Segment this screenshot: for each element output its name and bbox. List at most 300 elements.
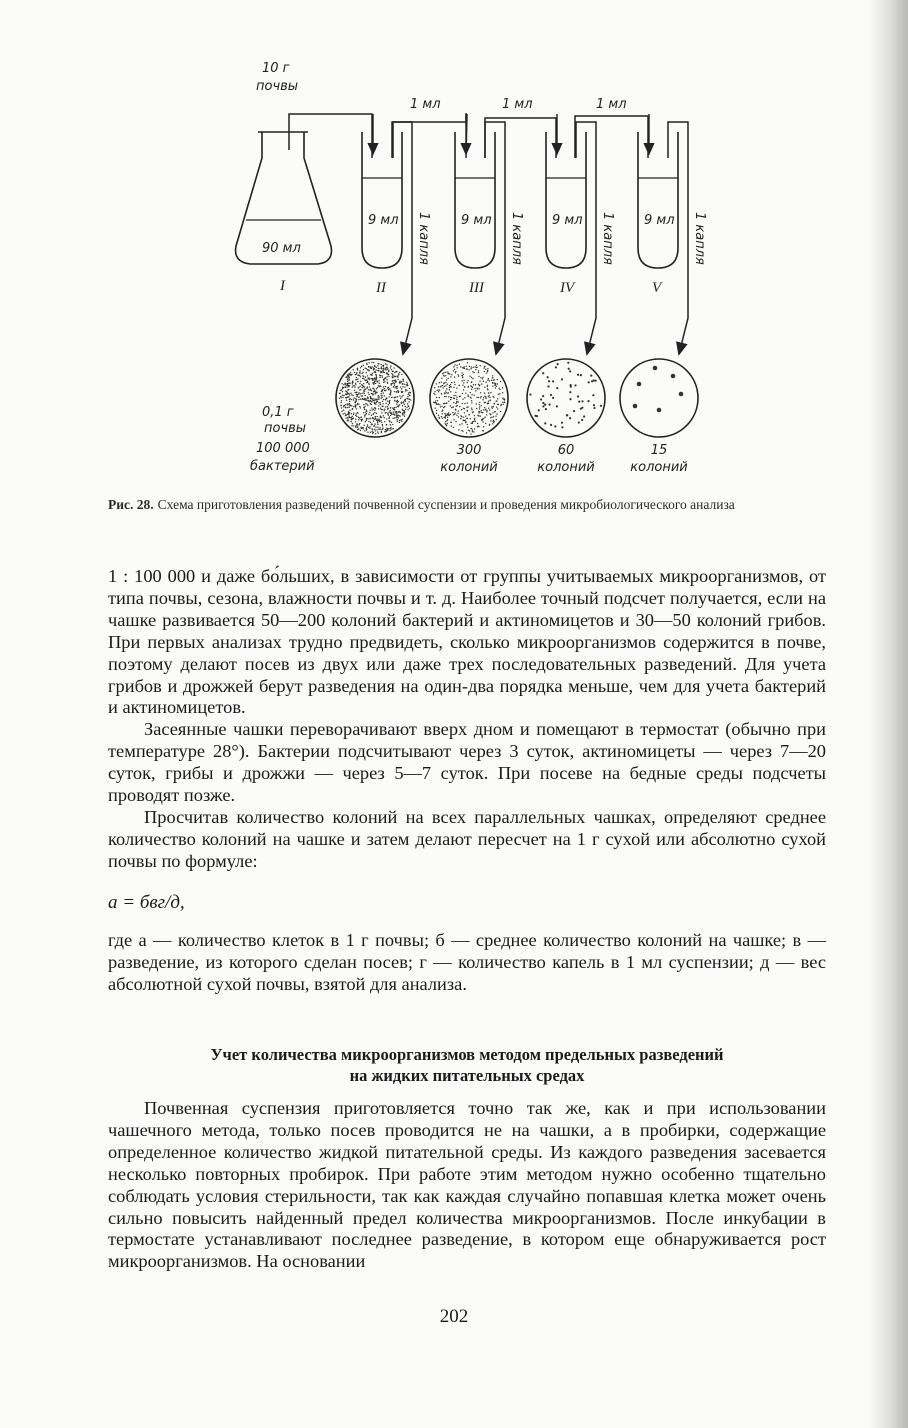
colony-dot bbox=[500, 411, 501, 412]
colony-dot bbox=[369, 389, 370, 390]
colony-dot bbox=[384, 388, 385, 389]
colony-dot bbox=[375, 392, 376, 393]
colony-dot bbox=[360, 419, 361, 420]
colony-dot bbox=[447, 423, 448, 424]
colony-dot bbox=[340, 396, 341, 397]
colony-dot bbox=[450, 414, 451, 415]
colony-dot bbox=[366, 363, 367, 364]
flask-label-top-2: почвы bbox=[256, 79, 299, 94]
colony-dot bbox=[378, 433, 379, 434]
colony-dot bbox=[492, 423, 493, 424]
colony-dot bbox=[381, 432, 382, 433]
colony-dot bbox=[472, 431, 473, 432]
colony-dot bbox=[492, 412, 493, 413]
colony-dot bbox=[343, 395, 344, 396]
colony-dot bbox=[461, 380, 462, 381]
colony-dot bbox=[372, 379, 373, 380]
colony-dot bbox=[388, 389, 389, 390]
colony-dot bbox=[371, 390, 372, 391]
colony-dot bbox=[361, 393, 362, 394]
colony-dot bbox=[396, 371, 397, 372]
colony-dot bbox=[450, 386, 451, 387]
colony-dot bbox=[476, 408, 477, 409]
colony-dot bbox=[395, 386, 396, 387]
colony-dot bbox=[364, 425, 365, 426]
colony-dot bbox=[344, 413, 345, 414]
colony-dot bbox=[468, 386, 469, 387]
colony-dot bbox=[499, 389, 500, 390]
colony-dot bbox=[374, 423, 375, 424]
colony-dot bbox=[373, 413, 374, 414]
tube-5 bbox=[638, 114, 707, 350]
left-note-4: бактерий bbox=[250, 459, 315, 474]
colony-dot bbox=[484, 407, 485, 408]
colony-dot bbox=[367, 426, 368, 427]
colony-dot bbox=[466, 432, 467, 433]
colony-dot bbox=[381, 366, 382, 367]
colony-dot bbox=[384, 395, 385, 396]
colony-dot bbox=[462, 377, 463, 378]
colony-dot bbox=[445, 403, 446, 404]
colony-dot bbox=[450, 399, 451, 400]
colony-dot bbox=[398, 406, 399, 407]
tube-roman: III bbox=[469, 280, 484, 296]
colony-dot bbox=[376, 367, 377, 368]
colony-dot bbox=[474, 367, 475, 368]
colony-dot bbox=[486, 414, 487, 415]
colony-dot bbox=[494, 421, 495, 422]
colony-dot bbox=[461, 372, 462, 373]
colony-dot bbox=[340, 390, 341, 391]
colony-dot bbox=[450, 384, 451, 385]
colony-dot bbox=[463, 408, 464, 409]
colony-dot bbox=[396, 415, 397, 416]
colony-dot bbox=[345, 415, 346, 416]
colony-dot bbox=[495, 387, 496, 388]
colony-dot bbox=[393, 413, 394, 414]
colony-dot bbox=[504, 399, 505, 400]
colony-dot bbox=[348, 389, 349, 390]
colony-dot bbox=[483, 418, 484, 419]
colony-dot bbox=[407, 396, 408, 397]
colony-dot bbox=[396, 376, 397, 377]
colony-dot bbox=[368, 427, 369, 428]
colony-dot bbox=[554, 425, 556, 427]
colony-dot bbox=[542, 402, 544, 404]
colony-dot bbox=[345, 390, 346, 391]
colony-dot bbox=[368, 378, 369, 379]
colony-dot bbox=[359, 423, 360, 424]
colony-dot bbox=[404, 384, 405, 385]
colony-dot bbox=[386, 418, 387, 419]
colony-dot bbox=[356, 392, 357, 393]
colony-dot bbox=[371, 362, 372, 363]
colony-dot bbox=[342, 395, 343, 396]
colony-dot bbox=[455, 409, 456, 410]
colony-dot bbox=[458, 429, 459, 430]
colony-dot bbox=[387, 409, 388, 410]
colony-dot bbox=[394, 391, 395, 392]
colony-dot bbox=[374, 410, 375, 411]
colony-dot bbox=[394, 376, 395, 377]
colony-dot bbox=[492, 408, 493, 409]
colony-dot bbox=[407, 409, 408, 410]
colony-dot bbox=[359, 424, 360, 425]
colony-dot bbox=[410, 399, 411, 400]
colony-dot bbox=[454, 413, 455, 414]
colony-dot bbox=[369, 412, 370, 413]
colony-dot bbox=[366, 420, 367, 421]
colony-dot bbox=[390, 427, 391, 428]
colony-dot bbox=[455, 372, 456, 373]
tube-volume: 9 мл bbox=[368, 213, 399, 228]
flask-roman: I bbox=[280, 278, 285, 294]
colony-dot bbox=[489, 409, 490, 410]
colony-dot bbox=[451, 407, 452, 408]
colony-dot bbox=[358, 396, 359, 397]
colony-dot bbox=[381, 395, 382, 396]
colony-dot bbox=[371, 393, 372, 394]
colony-dot bbox=[438, 404, 439, 405]
colony-dot bbox=[492, 385, 493, 386]
colony-dot bbox=[503, 404, 504, 405]
transfer-label-1: 1 мл bbox=[410, 97, 441, 112]
colony-dot bbox=[364, 393, 365, 394]
colony-dot bbox=[484, 409, 485, 410]
colony-dot bbox=[363, 365, 364, 366]
colony-dot bbox=[463, 374, 464, 375]
colony-dot bbox=[363, 412, 364, 413]
colony-dot bbox=[386, 424, 387, 425]
colony-dot bbox=[370, 401, 371, 402]
colony-dot bbox=[354, 385, 355, 386]
colony-dot bbox=[472, 412, 473, 413]
colony-dot bbox=[502, 398, 503, 399]
colony-dot bbox=[456, 396, 457, 397]
colony-dot bbox=[556, 405, 558, 407]
colony-dot bbox=[374, 390, 375, 391]
colony-dot bbox=[345, 407, 346, 408]
colony-dot bbox=[467, 380, 468, 381]
colony-dot bbox=[478, 370, 479, 371]
colony-dot bbox=[382, 409, 383, 410]
colony-dot bbox=[494, 379, 495, 380]
colony-dot bbox=[351, 405, 352, 406]
colony-dot bbox=[495, 385, 496, 386]
petri-plate-4 bbox=[620, 359, 698, 437]
colony-dot bbox=[368, 366, 369, 367]
colony-dot bbox=[463, 417, 464, 418]
last-paragraph-block bbox=[108, 1098, 826, 1273]
colony-dot bbox=[479, 402, 480, 403]
colony-dot bbox=[438, 391, 439, 392]
colony-dot bbox=[371, 428, 372, 429]
colony-dot bbox=[484, 371, 485, 372]
colony-dot bbox=[394, 385, 395, 386]
colony-dot bbox=[385, 429, 386, 430]
colony-dot bbox=[363, 378, 364, 379]
colony-dot bbox=[473, 431, 474, 432]
paragraph-3: Просчитав количество колоний на всех параллельных чашках, определяют среднее количество колоний на чашке и затем делают пересчет на 1 г сухой или абсолютно сухой почвы по формуле: bbox=[108, 806, 826, 871]
colony-dot bbox=[389, 401, 390, 402]
colony-dot bbox=[492, 420, 493, 421]
colony-dot bbox=[384, 410, 385, 411]
colony-dot bbox=[471, 381, 472, 382]
colony-dot bbox=[389, 421, 390, 422]
colony-dot bbox=[388, 370, 389, 371]
colony-dot bbox=[404, 404, 405, 405]
colony-dot bbox=[341, 411, 342, 412]
colony-dot bbox=[373, 367, 374, 368]
colony-dot bbox=[387, 413, 388, 414]
drop-label: 1 капля bbox=[692, 212, 707, 265]
colony-dot bbox=[492, 396, 493, 397]
colony-dot bbox=[397, 379, 398, 380]
colony-dot bbox=[356, 396, 357, 397]
colony-dot bbox=[470, 423, 471, 424]
colony-dot bbox=[587, 400, 589, 402]
colony-dot bbox=[496, 413, 497, 414]
colony-dot bbox=[504, 402, 505, 403]
colony-dot bbox=[370, 398, 371, 399]
colony-dot bbox=[471, 400, 472, 401]
colony-dot bbox=[392, 407, 393, 408]
colony-dot bbox=[357, 412, 358, 413]
colony-dot bbox=[352, 423, 353, 424]
colony-dot bbox=[390, 392, 391, 393]
colony-dot bbox=[368, 421, 369, 422]
colony-dot bbox=[679, 392, 684, 397]
colony-dot bbox=[390, 415, 391, 416]
colony-dot bbox=[375, 430, 376, 431]
colony-dot bbox=[462, 384, 463, 385]
colony-dot bbox=[340, 392, 341, 393]
colony-dot bbox=[395, 407, 396, 408]
colony-dot bbox=[580, 374, 582, 376]
colony-dot bbox=[371, 407, 372, 408]
colony-dot bbox=[390, 367, 391, 368]
colony-dot bbox=[397, 421, 398, 422]
colony-dot bbox=[447, 413, 448, 414]
colony-dot bbox=[386, 367, 387, 368]
colony-dot bbox=[377, 416, 378, 417]
colony-dot bbox=[600, 405, 602, 407]
colony-dot bbox=[496, 385, 497, 386]
colony-dot bbox=[345, 384, 346, 385]
colony-dot bbox=[355, 415, 356, 416]
colony-dot bbox=[544, 404, 546, 406]
colony-dot bbox=[389, 416, 390, 417]
colony-dot bbox=[366, 372, 367, 373]
colony-dot bbox=[483, 430, 484, 431]
plate-unit-3: колоний bbox=[630, 460, 688, 475]
colony-dot bbox=[401, 388, 402, 389]
colony-dot bbox=[376, 380, 377, 381]
colony-dot bbox=[367, 424, 368, 425]
colony-dot bbox=[399, 380, 400, 381]
colony-dot bbox=[389, 403, 390, 404]
colony-dot bbox=[458, 385, 459, 386]
colony-dot bbox=[355, 383, 356, 384]
colony-dot bbox=[443, 403, 444, 404]
colony-dot bbox=[374, 425, 375, 426]
colony-dot bbox=[376, 420, 377, 421]
colony-dot bbox=[387, 383, 388, 384]
colony-dot bbox=[486, 411, 487, 412]
colony-dot bbox=[342, 391, 343, 392]
colony-dot bbox=[357, 375, 358, 376]
colony-dot bbox=[547, 385, 549, 387]
colony-dot bbox=[488, 403, 489, 404]
colony-dot bbox=[350, 372, 351, 373]
page-number: 202 bbox=[439, 1306, 469, 1327]
formula: а = бвг/д, bbox=[108, 892, 185, 913]
colony-dot bbox=[380, 404, 381, 405]
colony-dot bbox=[485, 369, 486, 370]
colony-dot bbox=[348, 386, 349, 387]
colony-dot bbox=[502, 402, 503, 403]
colony-dot bbox=[478, 376, 479, 377]
colony-dot bbox=[402, 414, 403, 415]
colony-dot bbox=[458, 375, 459, 376]
colony-dot bbox=[487, 388, 488, 389]
colony-dot bbox=[365, 388, 366, 389]
colony-dot bbox=[361, 373, 362, 374]
colony-dot bbox=[491, 406, 492, 407]
colony-dot bbox=[474, 415, 475, 416]
colony-dot bbox=[459, 406, 460, 407]
colony-dot bbox=[398, 373, 399, 374]
colony-dot bbox=[460, 418, 461, 419]
colony-dot bbox=[485, 396, 486, 397]
colony-dot bbox=[381, 412, 382, 413]
colony-dot bbox=[367, 369, 368, 370]
colony-dot bbox=[349, 409, 350, 410]
colony-dot bbox=[463, 380, 464, 381]
colony-dot bbox=[390, 413, 391, 414]
colonies bbox=[633, 366, 684, 413]
section-heading bbox=[108, 1044, 826, 1086]
colony-dot bbox=[474, 428, 475, 429]
colony-dot bbox=[395, 381, 396, 382]
colony-dot bbox=[370, 368, 371, 369]
colony-dot bbox=[455, 421, 456, 422]
colony-dot bbox=[463, 389, 464, 390]
colony-dot bbox=[394, 407, 395, 408]
colony-dot bbox=[351, 374, 352, 375]
colony-dot bbox=[361, 365, 362, 366]
colony-dot bbox=[448, 401, 449, 402]
colony-dot bbox=[346, 400, 347, 401]
colony-dot bbox=[458, 416, 459, 417]
colony-dot bbox=[401, 402, 402, 403]
colony-dot bbox=[349, 399, 350, 400]
tube-4 bbox=[546, 114, 615, 350]
colony-dot bbox=[444, 396, 445, 397]
colony-dot bbox=[450, 422, 451, 423]
plate-unit-2: колоний bbox=[537, 460, 595, 475]
colony-dot bbox=[345, 397, 346, 398]
colony-dot bbox=[486, 372, 487, 373]
colony-dot bbox=[395, 396, 396, 397]
colony-dot bbox=[348, 412, 349, 413]
colony-dot bbox=[394, 400, 395, 401]
colony-dot bbox=[454, 382, 455, 383]
colony-dot bbox=[481, 412, 482, 413]
colony-dot bbox=[367, 405, 368, 406]
colony-dot bbox=[466, 418, 467, 419]
colony-dot bbox=[552, 380, 554, 382]
colony-dot bbox=[357, 425, 358, 426]
colony-dot bbox=[409, 395, 410, 396]
colony-dot bbox=[406, 407, 407, 408]
colony-dot bbox=[500, 381, 501, 382]
colony-dot bbox=[356, 416, 357, 417]
colony-dot bbox=[384, 421, 385, 422]
colony-dot bbox=[447, 393, 448, 394]
colony-dot bbox=[483, 409, 484, 410]
colony-dot bbox=[441, 393, 442, 394]
colony-dot bbox=[362, 387, 363, 388]
colony-dot bbox=[342, 388, 343, 389]
colony-dot bbox=[391, 397, 392, 398]
colony-dot bbox=[390, 394, 391, 395]
colony-dot bbox=[407, 403, 408, 404]
colony-dot bbox=[348, 373, 349, 374]
colony-dot bbox=[374, 408, 375, 409]
colony-dot bbox=[365, 376, 366, 377]
colony-dot bbox=[442, 409, 443, 410]
colony-dot bbox=[378, 368, 379, 369]
colony-dot bbox=[404, 386, 405, 387]
colony-dot bbox=[343, 406, 344, 407]
colony-dot bbox=[444, 393, 445, 394]
colony-dot bbox=[387, 406, 388, 407]
colony-dot bbox=[569, 398, 571, 400]
colony-dot bbox=[433, 393, 434, 394]
colony-dot bbox=[348, 406, 349, 407]
colony-dot bbox=[341, 400, 342, 401]
colony-dot bbox=[476, 397, 477, 398]
colony-dot bbox=[347, 379, 348, 380]
colony-dot bbox=[380, 402, 381, 403]
colony-dot bbox=[462, 393, 463, 394]
colony-dot bbox=[489, 397, 490, 398]
colony-dot bbox=[386, 379, 387, 380]
colony-dot bbox=[434, 391, 435, 392]
colony-dot bbox=[487, 371, 488, 372]
colony-dot bbox=[379, 377, 380, 378]
colony-dot bbox=[396, 391, 397, 392]
colony-dot bbox=[347, 377, 348, 378]
colony-dot bbox=[358, 387, 359, 388]
colony-dot bbox=[471, 377, 472, 378]
left-note-3: 100 000 bbox=[256, 441, 310, 456]
colony-dot bbox=[378, 408, 379, 409]
colony-dot bbox=[480, 397, 481, 398]
colony-dot bbox=[485, 416, 486, 417]
colony-dot bbox=[467, 427, 468, 428]
colony-dot bbox=[375, 374, 376, 375]
colony-dot bbox=[633, 404, 638, 409]
colony-dot bbox=[375, 433, 376, 434]
colony-dot bbox=[447, 371, 448, 372]
colony-dot bbox=[456, 414, 457, 415]
colony-dot bbox=[396, 387, 397, 388]
colony-dot bbox=[453, 406, 454, 407]
colony-dot bbox=[374, 412, 375, 413]
colony-dot bbox=[475, 384, 476, 385]
